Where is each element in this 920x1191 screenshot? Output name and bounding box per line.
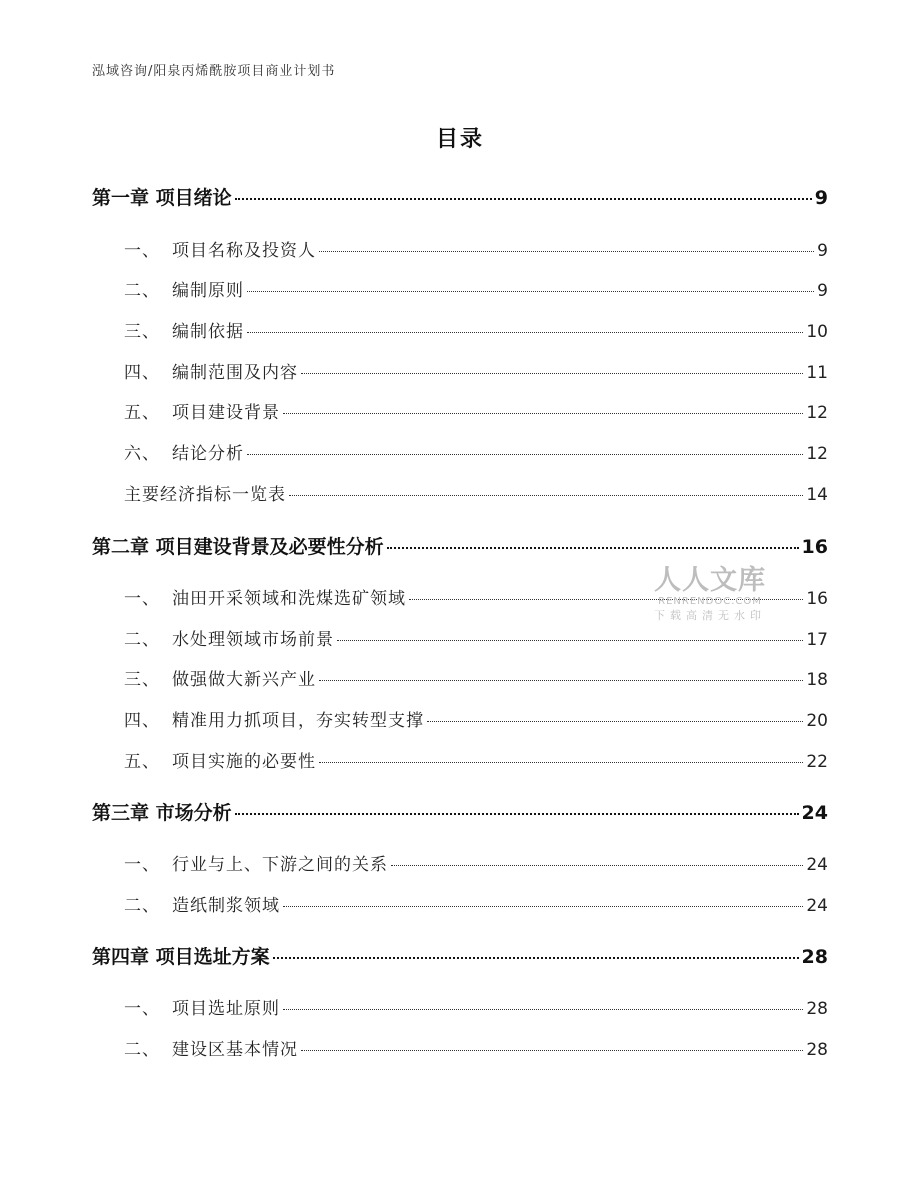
toc-section-entry[interactable] [92,439,828,464]
toc-dot-leader [427,721,803,722]
toc-page-number: 12 [806,403,828,423]
toc-dot-leader [387,547,799,549]
toc-dot-leader [283,413,803,414]
toc-entry-label [92,183,232,210]
toc-page-number: 24 [806,896,828,916]
toc-page-number: 24 [801,802,828,824]
document-header: 泓域咨询/阳泉丙烯酰胺项目商业计划书 [92,64,336,79]
toc-dot-leader [247,291,814,292]
toc-entry-number: 四、 [124,711,160,731]
toc-chapter-entry[interactable] [92,532,828,559]
toc-entry-label [92,994,280,1019]
toc-entry-number: 一、 [124,855,160,875]
toc-entry-label [92,358,298,383]
toc-chapter-entry[interactable] [92,798,828,825]
toc-entry-number: 二、 [124,281,160,301]
toc-entry-label [92,317,244,342]
toc-entry-text: 项目名称及投资人 [172,241,316,261]
toc-entry-text: 项目选址原则 [172,999,280,1019]
toc-dot-leader [247,332,803,333]
toc-entry-label [92,1035,298,1060]
toc-entry-text: 行业与上、下游之间的关系 [172,855,388,875]
toc-entry-label [92,891,280,916]
toc-entry-number: 二、 [124,896,160,916]
toc-section-entry[interactable] [92,994,828,1019]
toc-section-entry[interactable] [92,850,828,875]
toc-page-number: 10 [806,322,828,342]
toc-entry-text: 编制依据 [172,322,244,342]
toc-entry-text: 精准用力抓项目，夯实转型支撑 [172,711,424,731]
toc-entry-text: 第四章 项目选址方案 [92,946,270,968]
toc-entry-text: 主要经济指标一览表 [124,485,286,505]
toc-entry-label [92,747,316,772]
toc-entry-label [92,532,384,559]
toc-entry-label [92,439,244,464]
toc-page-number: 28 [806,1040,828,1060]
toc-dot-leader [289,495,803,496]
toc-page-number: 9 [814,187,828,209]
toc-page-number: 24 [806,855,828,875]
toc-entry-number: 五、 [124,403,160,423]
toc-page-number: 9 [817,241,828,261]
toc-dot-leader [235,198,812,200]
toc-entry-label [92,236,316,261]
toc-entry-text: 油田开采领域和洗煤选矿领域 [172,589,406,609]
toc-dot-leader [301,373,803,374]
toc-section-entry[interactable] [92,480,828,505]
toc-section-entry[interactable] [92,317,828,342]
toc-entry-number: 四、 [124,363,160,383]
toc-dot-leader [319,762,803,763]
toc-entry-number: 一、 [124,241,160,261]
toc-entry-text: 建设区基本情况 [172,1040,298,1060]
toc-entry-text: 做强做大新兴产业 [172,670,316,690]
toc-section-entry[interactable] [92,236,828,261]
toc-entry-number: 三、 [124,322,160,342]
watermark-logo-text: 人人文库 [654,565,766,596]
toc-dot-leader [247,454,803,455]
toc-section-entry[interactable] [92,1035,828,1060]
toc-entry-text: 第二章 项目建设背景及必要性分析 [92,536,384,558]
toc-section-entry[interactable] [92,276,828,301]
toc-section-entry[interactable] [92,398,828,423]
toc-dot-leader [337,640,803,641]
toc-entry-number: 一、 [124,589,160,609]
toc-page-number: 22 [806,752,828,772]
toc-page-number: 14 [806,485,828,505]
toc-entry-label [92,584,406,609]
toc-page-number: 12 [806,444,828,464]
toc-entry-number: 二、 [124,630,160,650]
toc-dot-leader [235,813,799,815]
watermark-url: RENRENDOC.COM [658,596,762,607]
toc-page-number: 16 [801,536,828,558]
toc-page-number: 17 [806,630,828,650]
toc-chapter-entry[interactable] [92,942,828,969]
toc-section-entry[interactable] [92,665,828,690]
watermark [645,566,775,624]
toc-page-number: 28 [801,946,828,968]
toc-dot-leader [319,251,814,252]
toc-entry-label [92,798,232,825]
toc-entry-text: 项目建设背景 [172,403,280,423]
toc-dot-leader [273,957,799,959]
toc-dot-leader [319,680,803,681]
toc-entry-number: 三、 [124,670,160,690]
toc-dot-leader [283,906,803,907]
toc-entry-text: 第三章 市场分析 [92,802,232,824]
toc-page-number: 18 [806,670,828,690]
toc-section-entry[interactable] [92,706,828,731]
toc-dot-leader [283,1009,803,1010]
toc-entry-label [92,398,280,423]
toc-entry-number: 五、 [124,752,160,772]
toc-page-number: 9 [817,281,828,301]
toc-entry-text: 第一章 项目绪论 [92,187,232,209]
watermark-slogan: 下载高清无水印 [654,609,766,622]
toc-entry-text: 造纸制浆领域 [172,896,280,916]
toc-entry-number: 六、 [124,444,160,464]
toc-entry-label [92,850,388,875]
toc-entry-label [92,276,244,301]
toc-entry-number: 二、 [124,1040,160,1060]
toc-entry-label [92,942,270,969]
toc-section-entry[interactable] [92,358,828,383]
toc-entry-label [92,480,286,505]
toc-section-entry[interactable] [92,747,828,772]
toc-section-entry[interactable] [92,625,828,650]
toc-title: 目录 [435,127,484,152]
toc-entry-text: 项目实施的必要性 [172,752,316,772]
toc-dot-leader [301,1050,803,1051]
toc-page-number: 11 [806,363,828,383]
toc-entry-text: 编制范围及内容 [172,363,298,383]
toc-entry-text: 结论分析 [172,444,244,464]
toc-section-entry[interactable] [92,891,828,916]
toc-page-number: 16 [806,589,828,609]
toc-entry-text: 编制原则 [172,281,244,301]
toc-chapter-entry[interactable] [92,183,828,210]
toc-entry-text: 水处理领域市场前景 [172,630,334,650]
toc-page-number: 28 [806,999,828,1019]
toc-dot-leader [391,865,803,866]
toc-page-number: 20 [806,711,828,731]
toc-entry-number: 一、 [124,999,160,1019]
toc-entry-label [92,625,334,650]
toc-entry-label [92,665,316,690]
toc-entry-label [92,706,424,731]
